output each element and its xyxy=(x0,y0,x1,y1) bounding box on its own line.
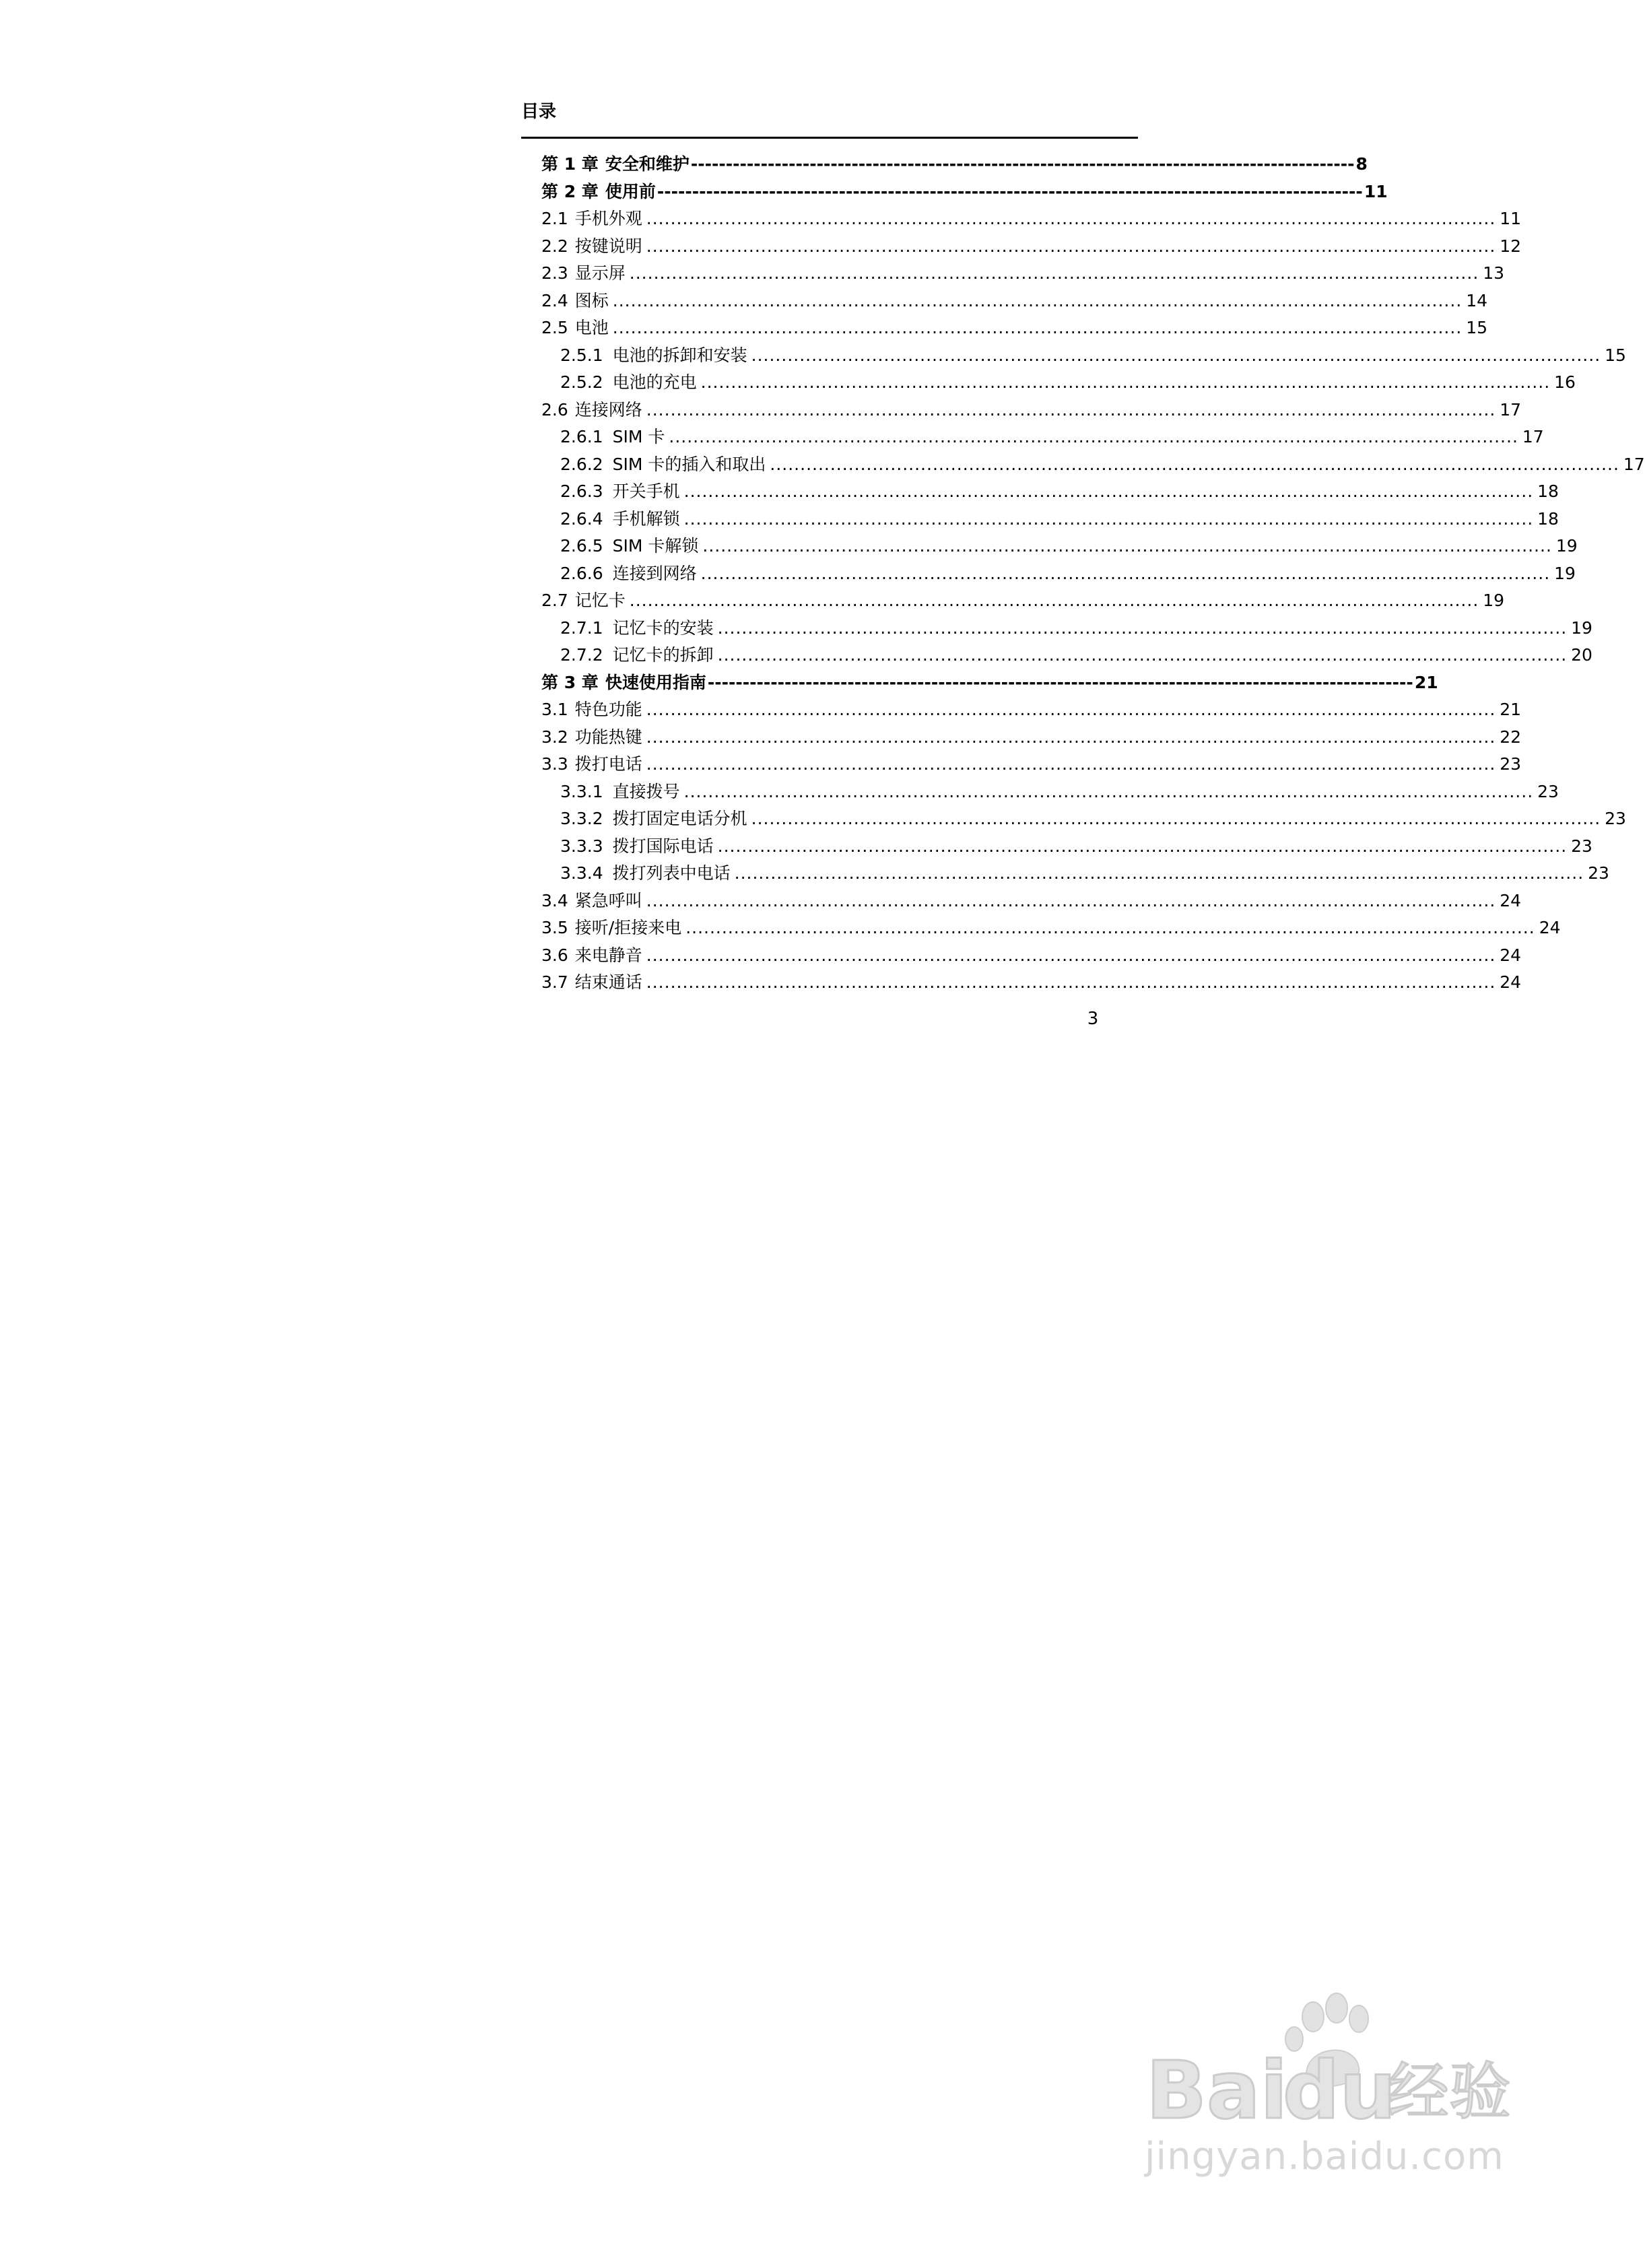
toc-entry-title: 连接网络 xyxy=(574,399,642,420)
toc-entry-number: 第 2 章 xyxy=(541,181,599,201)
toc-dot-leader: ............................................................................................................................................. xyxy=(646,972,1496,992)
toc-entry-page: 11 xyxy=(1364,181,1388,201)
toc-entry-title: 手机外观 xyxy=(574,209,642,228)
toc-dot-leader: ............................................................................................................................................. xyxy=(612,290,1463,310)
toc-entry-page: 19 xyxy=(1571,618,1592,638)
toc-entry xyxy=(541,696,1522,724)
toc-entry-page: 17 xyxy=(1522,427,1544,446)
toc-entry-title: 拨打固定电话分机 xyxy=(612,809,747,828)
toc-chapter-entry xyxy=(541,178,1388,206)
toc-entry-page: 16 xyxy=(1554,372,1576,392)
toc-entry xyxy=(541,533,1578,560)
toc-entry-page: 23 xyxy=(1605,809,1626,828)
toc-entry-title: 记忆卡 xyxy=(574,591,626,610)
toc-dot-leader: ............................................................................................................................................. xyxy=(685,918,1535,937)
toc-entry-page: 8 xyxy=(1355,154,1368,174)
toc-heading: 目录 xyxy=(521,102,557,122)
toc-entry-title: 来电静音 xyxy=(574,945,642,965)
toc-entry-title: 快速使用指南 xyxy=(605,672,706,692)
toc-entry xyxy=(541,233,1522,261)
toc-entry xyxy=(541,369,1576,397)
toc-entry-number: 2.5.2 xyxy=(560,372,603,392)
toc-entry-title: 电池的充电 xyxy=(612,372,697,392)
toc-dot-leader: ............................................................................................................................................. xyxy=(646,399,1496,420)
toc-entry-number: 2.6.1 xyxy=(560,427,603,446)
toc-dot-leader: ............................................................................................................................................. xyxy=(683,508,1534,529)
toc-dot-leader: ............................................................................................................................................. xyxy=(683,781,1534,801)
toc-entry-title: 直接拨号 xyxy=(612,781,680,801)
toc-entry-number: 2.2 xyxy=(541,236,568,256)
toc-entry-number: 第 3 章 xyxy=(541,672,599,692)
toc-entry-number: 2.7.1 xyxy=(560,618,603,638)
toc-entry xyxy=(541,560,1576,588)
toc-entry xyxy=(541,451,1645,479)
toc-entry xyxy=(541,260,1505,288)
toc-entry-page: 17 xyxy=(1500,399,1522,420)
toc-entry-title: 按键说明 xyxy=(574,236,642,256)
toc-dot-leader: ............................................................................................................................................. xyxy=(646,754,1496,774)
toc-entry-number: 3.3.4 xyxy=(560,863,603,883)
toc-entry-page: 18 xyxy=(1537,481,1559,501)
toc-entry-page: 23 xyxy=(1588,863,1609,883)
toc-entry xyxy=(541,506,1559,533)
toc-entry-page: 24 xyxy=(1500,890,1522,910)
toc-entry-number: 2.1 xyxy=(541,209,568,228)
toc-dot-leader: ............................................................................................................................................. xyxy=(770,454,1619,474)
toc-entry xyxy=(541,342,1626,370)
toc-entry-page: 15 xyxy=(1605,345,1626,365)
toc-entry xyxy=(541,805,1626,833)
toc-entry-number: 2.5 xyxy=(541,318,568,337)
toc-entry-title: 紧急呼叫 xyxy=(574,890,642,910)
toc-dot-leader: ............................................................................................................................................. xyxy=(717,836,1568,856)
toc-entry-number: 3.2 xyxy=(541,727,568,747)
toc-entry-page: 23 xyxy=(1537,781,1559,801)
toc-entry-title: 特色功能 xyxy=(574,700,642,719)
baidu-logo-icon xyxy=(1145,1993,1522,2137)
toc-entry-number: 3.6 xyxy=(541,945,568,965)
toc-dot-leader: ............................................................................................................................................. xyxy=(629,591,1479,610)
toc-entry-number: 3.4 xyxy=(541,890,568,910)
toc-entry-number: 3.7 xyxy=(541,972,568,992)
toc-entry-number: 3.5 xyxy=(541,918,568,937)
toc-entry-page: 24 xyxy=(1500,972,1522,992)
toc-entry xyxy=(541,969,1522,997)
toc-entry-page: 17 xyxy=(1623,454,1645,474)
toc-entry-number: 2.7 xyxy=(541,591,568,610)
toc-entry-title: 手机解锁 xyxy=(612,508,680,529)
toc-dot-leader: ............................................................................................................................................. xyxy=(669,427,1518,446)
toc-entry-page: 18 xyxy=(1537,508,1559,529)
toc-entry-title: 电池 xyxy=(574,318,609,337)
toc-entry-number: 3.3.2 xyxy=(560,809,603,828)
toc-entry-page: 19 xyxy=(1554,563,1576,583)
toc-entry-number: 2.4 xyxy=(541,290,568,310)
svg-text:du: du xyxy=(1283,2044,1397,2137)
toc-entry xyxy=(541,751,1522,778)
toc-entry-number: 3.1 xyxy=(541,700,568,719)
toc-entry-title: 安全和维护 xyxy=(605,154,690,174)
toc-entry-title: 开关手机 xyxy=(612,481,680,501)
toc-entry-page: 11 xyxy=(1500,209,1522,228)
toc-entry-page: 14 xyxy=(1466,290,1488,310)
toc-entry-page: 13 xyxy=(1483,263,1505,283)
toc-entry-title: SIM 卡解锁 xyxy=(612,536,699,556)
toc-entry-title: 电池的拆卸和安装 xyxy=(612,345,747,365)
toc-entry xyxy=(541,778,1559,806)
toc-entry xyxy=(541,642,1592,669)
watermark-url: jingyan.baidu.com xyxy=(1145,2135,1504,2178)
toc-entry-page: 20 xyxy=(1571,645,1592,665)
toc-entry xyxy=(541,724,1522,752)
toc-entry-page: 23 xyxy=(1500,754,1522,774)
toc-entry-title: 拨打列表中电话 xyxy=(612,863,731,883)
toc-entry-title: 记忆卡的安装 xyxy=(612,618,714,638)
toc-dot-leader: ............................................................................................................................................. xyxy=(734,863,1584,883)
toc-entry-page: 19 xyxy=(1555,536,1578,556)
toc-entry-page: 21 xyxy=(1500,700,1522,719)
toc-entry-number: 2.6.4 xyxy=(560,508,603,529)
toc-entry-number: 2.5.1 xyxy=(560,345,603,365)
toc-entry-title: SIM 卡 xyxy=(612,427,665,446)
toc-entry xyxy=(541,478,1559,506)
toc-entry xyxy=(541,860,1609,888)
toc-entry-number: 2.6.2 xyxy=(560,454,603,474)
toc-entry-title: 结束通话 xyxy=(574,972,642,992)
toc-dot-leader: ............................................................................................................................................. xyxy=(646,236,1496,256)
toc-entry-title: SIM 卡的插入和取出 xyxy=(612,454,766,474)
toc-entry-number: 2.6.6 xyxy=(560,563,603,583)
svg-text:Bai: Bai xyxy=(1146,2044,1288,2137)
toc-entry-number: 2.6 xyxy=(541,399,568,420)
toc-entry-page: 12 xyxy=(1500,236,1522,256)
toc-entry xyxy=(541,914,1561,942)
toc-entry-number: 第 1 章 xyxy=(541,154,599,174)
toc-entry xyxy=(541,942,1522,970)
toc-dot-leader: ............................................................................................................................................. xyxy=(717,645,1568,665)
toc-dot-leader: ............................................................................................................................................. xyxy=(717,618,1568,638)
toc-chapter-entry xyxy=(541,151,1368,178)
toc-entry xyxy=(541,205,1522,233)
toc-entry xyxy=(541,888,1522,915)
toc-entry-page: 22 xyxy=(1500,727,1522,747)
toc-entry-page: 23 xyxy=(1571,836,1592,856)
toc-dot-leader: ----------------------------------------------------------------------------------------------------- xyxy=(707,672,1413,692)
toc-dot-leader: ----------------------------------------------------------------------------------------------------- xyxy=(657,181,1363,201)
svg-text:经验: 经验 xyxy=(1387,2056,1512,2128)
toc-entry-number: 3.3.3 xyxy=(560,836,603,856)
toc-entry-page: 24 xyxy=(1500,945,1522,965)
toc-entry-title: 记忆卡的拆卸 xyxy=(612,645,714,665)
toc-dot-leader: ............................................................................................................................................. xyxy=(700,563,1551,583)
toc-dot-leader: ............................................................................................................................................. xyxy=(702,536,1552,556)
toc-dot-leader: ............................................................................................................................................. xyxy=(751,809,1601,828)
toc-entry xyxy=(541,615,1592,642)
toc-entry xyxy=(541,397,1522,424)
toc-entry xyxy=(541,424,1544,451)
toc-entry xyxy=(541,288,1488,315)
toc-entry-page: 24 xyxy=(1539,918,1561,937)
toc-dot-leader: ............................................................................................................................................. xyxy=(646,945,1496,965)
toc-entry-title: 拨打电话 xyxy=(574,754,642,774)
toc-entry xyxy=(541,587,1505,615)
toc-entry xyxy=(541,833,1592,861)
toc-entry-page: 15 xyxy=(1466,318,1488,337)
toc-entry xyxy=(541,314,1488,342)
baidu-jingyan-watermark xyxy=(1145,1993,1522,2195)
toc-entry-number: 2.6.3 xyxy=(560,481,603,501)
toc-entry-number: 2.3 xyxy=(541,263,568,283)
toc-dot-leader: ............................................................................................................................................. xyxy=(629,263,1479,283)
toc-entry-title: 拨打国际电话 xyxy=(612,836,714,856)
toc-entry-number: 3.3.1 xyxy=(560,781,603,801)
toc-dot-leader: ............................................................................................................................................. xyxy=(646,727,1496,747)
toc-entry-title: 功能热键 xyxy=(574,727,642,747)
toc-chapter-entry xyxy=(541,669,1438,697)
toc-dot-leader: ............................................................................................................................................. xyxy=(612,318,1463,337)
toc-dot-leader: ............................................................................................................................................. xyxy=(646,890,1496,910)
toc-dot-leader: ............................................................................................................................................. xyxy=(683,481,1534,501)
heading-rule xyxy=(521,137,1138,139)
toc-entry-page: 19 xyxy=(1483,591,1505,610)
toc-entry-title: 使用前 xyxy=(605,181,656,201)
toc-list xyxy=(541,151,1645,997)
page-number: 3 xyxy=(1087,1009,1099,1029)
toc-dot-leader: ----------------------------------------------------------------------------------------------- xyxy=(690,154,1355,174)
toc-entry-number: 2.7.2 xyxy=(560,645,603,665)
toc-entry-title: 连接到网络 xyxy=(612,563,697,583)
toc-entry-title: 显示屏 xyxy=(574,263,626,283)
toc-entry-number: 3.3 xyxy=(541,754,568,774)
toc-dot-leader: ............................................................................................................................................. xyxy=(646,700,1496,719)
toc-dot-leader: ............................................................................................................................................. xyxy=(700,372,1551,392)
toc-entry-title: 图标 xyxy=(574,290,609,310)
toc-entry-number: 2.6.5 xyxy=(560,536,603,556)
toc-entry-page: 21 xyxy=(1414,672,1438,692)
toc-dot-leader: ............................................................................................................................................. xyxy=(646,209,1496,228)
toc-dot-leader: ............................................................................................................................................. xyxy=(751,345,1601,365)
toc-entry-title: 接听/拒接来电 xyxy=(574,918,682,937)
